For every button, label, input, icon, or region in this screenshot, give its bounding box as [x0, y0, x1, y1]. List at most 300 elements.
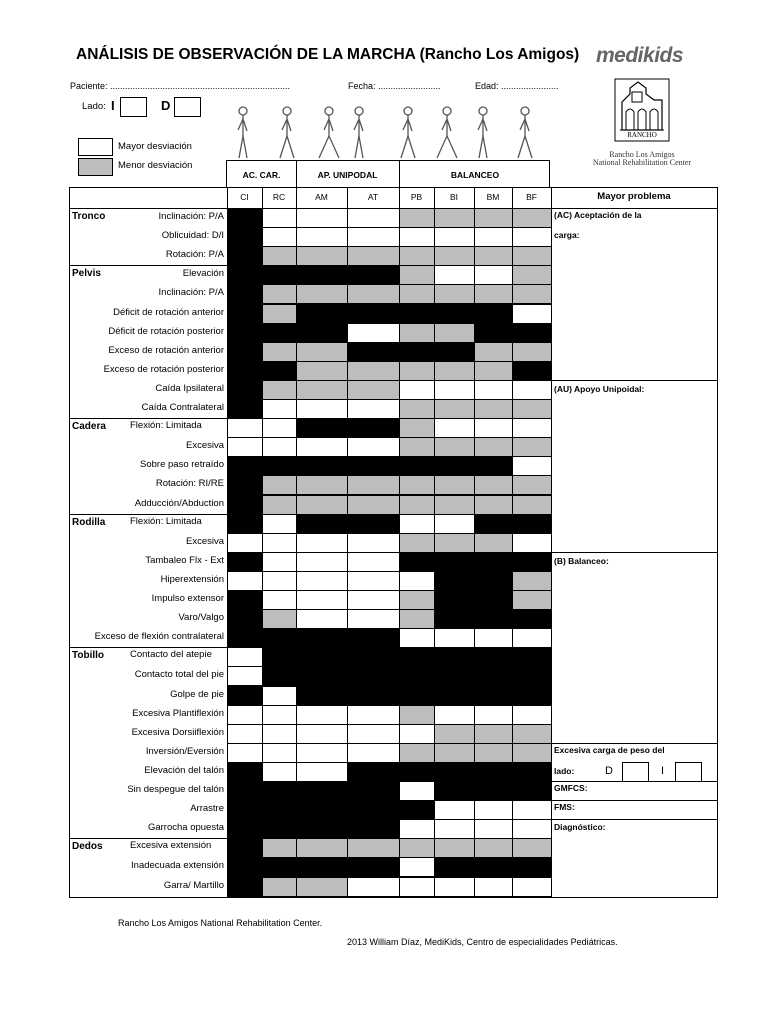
grid-cell-pb[interactable]	[399, 724, 435, 744]
grid-cell-at[interactable]	[347, 246, 400, 266]
grid-cell-ci[interactable]	[227, 304, 263, 324]
grid-cell-bf[interactable]	[512, 743, 552, 763]
lado-d-checkbox[interactable]	[174, 97, 201, 117]
grid-cell-at[interactable]	[347, 456, 400, 476]
grid-cell-pb[interactable]	[399, 609, 435, 629]
grid-cell-am[interactable]	[296, 647, 348, 667]
grid-cell-pb[interactable]	[399, 304, 435, 324]
grid-cell-bi[interactable]	[434, 246, 475, 266]
grid-cell-at[interactable]	[347, 571, 400, 591]
grid-cell-am[interactable]	[296, 819, 348, 839]
grid-cell-pb[interactable]	[399, 781, 435, 801]
grid-cell-bm[interactable]	[474, 628, 513, 648]
grid-cell-am[interactable]	[296, 265, 348, 285]
grid-cell-pb[interactable]	[399, 705, 435, 725]
grid-cell-bi[interactable]	[434, 361, 475, 381]
grid-cell-pb[interactable]	[399, 437, 435, 457]
grid-cell-ci[interactable]	[227, 380, 263, 400]
grid-cell-rc[interactable]	[262, 284, 297, 304]
grid-cell-bf[interactable]	[512, 418, 552, 438]
grid-cell-at[interactable]	[347, 590, 400, 610]
grid-cell-bf[interactable]	[512, 495, 552, 515]
panel-lado-i-label: I	[661, 764, 665, 777]
grid-cell-ci[interactable]	[227, 246, 263, 266]
grid-cell-pb[interactable]	[399, 456, 435, 476]
grid-cell-am[interactable]	[296, 227, 348, 247]
grid-cell-am[interactable]	[296, 514, 348, 534]
grid-cell-bf[interactable]	[512, 571, 552, 591]
grid-cell-at[interactable]	[347, 724, 400, 744]
grid-cell-at[interactable]	[347, 227, 400, 247]
grid-cell-bf[interactable]	[512, 514, 552, 534]
grid-cell-am[interactable]	[296, 456, 348, 476]
grid-cell-bi[interactable]	[434, 514, 475, 534]
grid-cell-at[interactable]	[347, 800, 400, 820]
grid-cell-rc[interactable]	[262, 495, 297, 515]
grid-cell-am[interactable]	[296, 399, 348, 419]
grid-cell-bm[interactable]	[474, 265, 513, 285]
grid-cell-bm[interactable]	[474, 246, 513, 266]
grid-cell-pb[interactable]	[399, 762, 435, 782]
grid-cell-at[interactable]	[347, 628, 400, 648]
grid-cell-bf[interactable]	[512, 686, 552, 706]
grid-cell-bm[interactable]	[474, 877, 513, 897]
grid-cell-bf[interactable]	[512, 399, 552, 419]
grid-cell-rc[interactable]	[262, 705, 297, 725]
grid-cell-bi[interactable]	[434, 437, 475, 457]
grid-cell-pb[interactable]	[399, 246, 435, 266]
grid-cell-am[interactable]	[296, 838, 348, 858]
grid-cell-bm[interactable]	[474, 304, 513, 324]
grid-cell-rc[interactable]	[262, 666, 297, 686]
grid-cell-ci[interactable]	[227, 819, 263, 839]
grid-cell-bm[interactable]	[474, 666, 513, 686]
grid-cell-ci[interactable]	[227, 265, 263, 285]
grid-cell-ci[interactable]	[227, 571, 263, 591]
grid-cell-pb[interactable]	[399, 495, 435, 515]
grid-cell-bf[interactable]	[512, 533, 552, 553]
grid-cell-bm[interactable]	[474, 533, 513, 553]
grid-cell-ci[interactable]	[227, 323, 263, 343]
grid-cell-at[interactable]	[347, 819, 400, 839]
grid-cell-at[interactable]	[347, 514, 400, 534]
grid-cell-rc[interactable]	[262, 246, 297, 266]
grid-cell-am[interactable]	[296, 857, 348, 877]
grid-cell-bi[interactable]	[434, 609, 475, 629]
grid-cell-bi[interactable]	[434, 705, 475, 725]
grid-cell-at[interactable]	[347, 533, 400, 553]
grid-cell-at[interactable]	[347, 762, 400, 782]
grid-cell-am[interactable]	[296, 246, 348, 266]
grid-cell-at[interactable]	[347, 265, 400, 285]
grid-cell-at[interactable]	[347, 437, 400, 457]
grid-cell-bi[interactable]	[434, 877, 475, 897]
grid-cell-am[interactable]	[296, 666, 348, 686]
grid-cell-pb[interactable]	[399, 380, 435, 400]
grid-cell-ci[interactable]	[227, 800, 263, 820]
grid-cell-bf[interactable]	[512, 838, 552, 858]
grid-cell-bf[interactable]	[512, 857, 552, 877]
grid-cell-rc[interactable]	[262, 437, 297, 457]
grid-cell-at[interactable]	[347, 647, 400, 667]
grid-cell-bi[interactable]	[434, 571, 475, 591]
grid-cell-pb[interactable]	[399, 819, 435, 839]
grid-cell-rc[interactable]	[262, 208, 297, 228]
grid-cell-bm[interactable]	[474, 437, 513, 457]
grid-cell-ci[interactable]	[227, 227, 263, 247]
grid-cell-bi[interactable]	[434, 724, 475, 744]
grid-cell-rc[interactable]	[262, 762, 297, 782]
grid-cell-bf[interactable]	[512, 437, 552, 457]
grid-cell-am[interactable]	[296, 762, 348, 782]
grid-cell-bf[interactable]	[512, 781, 552, 801]
grid-cell-ci[interactable]	[227, 609, 263, 629]
grid-cell-bm[interactable]	[474, 361, 513, 381]
grid-cell-pb[interactable]	[399, 552, 435, 572]
grid-cell-at[interactable]	[347, 342, 400, 362]
grid-cell-bf[interactable]	[512, 590, 552, 610]
grid-cell-bf[interactable]	[512, 208, 552, 228]
grid-cell-pb[interactable]	[399, 628, 435, 648]
grid-cell-bi[interactable]	[434, 838, 475, 858]
grid-cell-bm[interactable]	[474, 456, 513, 476]
grid-cell-rc[interactable]	[262, 456, 297, 476]
grid-cell-ci[interactable]	[227, 762, 263, 782]
grid-cell-bf[interactable]	[512, 456, 552, 476]
grid-cell-am[interactable]	[296, 323, 348, 343]
grid-cell-pb[interactable]	[399, 647, 435, 667]
grid-cell-ci[interactable]	[227, 647, 263, 667]
grid-cell-at[interactable]	[347, 552, 400, 572]
grid-cell-bm[interactable]	[474, 838, 513, 858]
grid-cell-bf[interactable]	[512, 762, 552, 782]
grid-cell-bi[interactable]	[434, 323, 475, 343]
grid-cell-rc[interactable]	[262, 533, 297, 553]
grid-cell-bm[interactable]	[474, 590, 513, 610]
grid-cell-bm[interactable]	[474, 686, 513, 706]
grid-cell-ci[interactable]	[227, 456, 263, 476]
grid-cell-ci[interactable]	[227, 686, 263, 706]
grid-cell-bm[interactable]	[474, 724, 513, 744]
grid-cell-rc[interactable]	[262, 686, 297, 706]
grid-cell-rc[interactable]	[262, 724, 297, 744]
grid-cell-rc[interactable]	[262, 265, 297, 285]
grid-cell-bi[interactable]	[434, 533, 475, 553]
grid-cell-bf[interactable]	[512, 666, 552, 686]
grid-cell-at[interactable]	[347, 877, 400, 897]
grid-cell-am[interactable]	[296, 304, 348, 324]
grid-cell-rc[interactable]	[262, 418, 297, 438]
grid-cell-bi[interactable]	[434, 284, 475, 304]
grid-cell-bi[interactable]	[434, 342, 475, 362]
grid-cell-bi[interactable]	[434, 762, 475, 782]
grid-cell-ci[interactable]	[227, 552, 263, 572]
panel-lado-i-checkbox[interactable]	[675, 762, 702, 782]
grid-cell-rc[interactable]	[262, 571, 297, 591]
grid-cell-bf[interactable]	[512, 800, 552, 820]
grid-cell-rc[interactable]	[262, 800, 297, 820]
panel-lado-d-checkbox[interactable]	[622, 762, 649, 782]
grid-cell-rc[interactable]	[262, 877, 297, 897]
grid-cell-bf[interactable]	[512, 552, 552, 572]
grid-cell-am[interactable]	[296, 495, 348, 515]
grid-cell-bm[interactable]	[474, 819, 513, 839]
grid-cell-bf[interactable]	[512, 342, 552, 362]
grid-cell-pb[interactable]	[399, 475, 435, 495]
grid-cell-bi[interactable]	[434, 399, 475, 419]
grid-cell-bi[interactable]	[434, 265, 475, 285]
grid-cell-bf[interactable]	[512, 877, 552, 897]
grid-cell-at[interactable]	[347, 743, 400, 763]
grid-cell-bi[interactable]	[434, 819, 475, 839]
column-header-at: AT	[367, 192, 379, 202]
grid-cell-am[interactable]	[296, 208, 348, 228]
grid-cell-ci[interactable]	[227, 743, 263, 763]
grid-cell-bi[interactable]	[434, 647, 475, 667]
grid-cell-am[interactable]	[296, 800, 348, 820]
grid-cell-ci[interactable]	[227, 705, 263, 725]
grid-cell-am[interactable]	[296, 533, 348, 553]
grid-cell-bm[interactable]	[474, 227, 513, 247]
grid-cell-bi[interactable]	[434, 495, 475, 515]
grid-cell-am[interactable]	[296, 686, 348, 706]
grid-cell-bi[interactable]	[434, 552, 475, 572]
grid-cell-ci[interactable]	[227, 877, 263, 897]
grid-cell-bi[interactable]	[434, 800, 475, 820]
grid-cell-bi[interactable]	[434, 743, 475, 763]
grid-cell-ci[interactable]	[227, 781, 263, 801]
grid-cell-am[interactable]	[296, 571, 348, 591]
grid-cell-bi[interactable]	[434, 686, 475, 706]
grid-cell-rc[interactable]	[262, 399, 297, 419]
grid-cell-pb[interactable]	[399, 800, 435, 820]
grid-cell-at[interactable]	[347, 475, 400, 495]
grid-cell-at[interactable]	[347, 284, 400, 304]
grid-cell-bm[interactable]	[474, 857, 513, 877]
grid-cell-pb[interactable]	[399, 227, 435, 247]
grid-cell-rc[interactable]	[262, 304, 297, 324]
grid-cell-rc[interactable]	[262, 323, 297, 343]
grid-cell-bi[interactable]	[434, 781, 475, 801]
grid-cell-ci[interactable]	[227, 284, 263, 304]
grid-cell-am[interactable]	[296, 705, 348, 725]
grid-cell-at[interactable]	[347, 380, 400, 400]
grid-cell-pb[interactable]	[399, 418, 435, 438]
grid-cell-rc[interactable]	[262, 857, 297, 877]
edad-field[interactable]: Edad: .......................	[475, 81, 559, 91]
grid-cell-pb[interactable]	[399, 284, 435, 304]
grid-cell-at[interactable]	[347, 781, 400, 801]
grid-cell-ci[interactable]	[227, 475, 263, 495]
grid-cell-pb[interactable]	[399, 533, 435, 553]
grid-cell-ci[interactable]	[227, 208, 263, 228]
grid-cell-ci[interactable]	[227, 437, 263, 457]
grid-cell-rc[interactable]	[262, 590, 297, 610]
grid-cell-pb[interactable]	[399, 838, 435, 858]
grid-cell-rc[interactable]	[262, 380, 297, 400]
grid-cell-am[interactable]	[296, 342, 348, 362]
grid-cell-bf[interactable]	[512, 284, 552, 304]
grid-cell-rc[interactable]	[262, 838, 297, 858]
grid-cell-bi[interactable]	[434, 304, 475, 324]
grid-cell-pb[interactable]	[399, 877, 435, 897]
grid-cell-bf[interactable]	[512, 475, 552, 495]
grid-cell-rc[interactable]	[262, 227, 297, 247]
grid-cell-bm[interactable]	[474, 800, 513, 820]
grid-cell-am[interactable]	[296, 437, 348, 457]
grid-cell-pb[interactable]	[399, 399, 435, 419]
grid-cell-ci[interactable]	[227, 495, 263, 515]
grid-cell-bf[interactable]	[512, 361, 552, 381]
grid-cell-pb[interactable]	[399, 323, 435, 343]
grid-cell-bf[interactable]	[512, 705, 552, 725]
grid-cell-bi[interactable]	[434, 857, 475, 877]
grid-cell-bm[interactable]	[474, 705, 513, 725]
grid-cell-pb[interactable]	[399, 342, 435, 362]
grid-cell-am[interactable]	[296, 361, 348, 381]
grid-cell-rc[interactable]	[262, 475, 297, 495]
grid-cell-pb[interactable]	[399, 590, 435, 610]
grid-cell-at[interactable]	[347, 666, 400, 686]
grid-cell-ci[interactable]	[227, 418, 263, 438]
lado-i-checkbox[interactable]	[120, 97, 147, 117]
grid-cell-ci[interactable]	[227, 724, 263, 744]
grid-cell-bi[interactable]	[434, 628, 475, 648]
grid-cell-bm[interactable]	[474, 418, 513, 438]
grid-cell-bi[interactable]	[434, 418, 475, 438]
grid-cell-rc[interactable]	[262, 743, 297, 763]
grid-cell-rc[interactable]	[262, 552, 297, 572]
grid-cell-bm[interactable]	[474, 342, 513, 362]
grid-cell-at[interactable]	[347, 361, 400, 381]
grid-cell-at[interactable]	[347, 304, 400, 324]
grid-cell-bi[interactable]	[434, 380, 475, 400]
grid-cell-bf[interactable]	[512, 628, 552, 648]
grid-cell-pb[interactable]	[399, 686, 435, 706]
grid-cell-pb[interactable]	[399, 743, 435, 763]
section-dedos: Dedos	[72, 841, 103, 853]
grid-cell-bf[interactable]	[512, 647, 552, 667]
grid-cell-am[interactable]	[296, 609, 348, 629]
grid-cell-bm[interactable]	[474, 781, 513, 801]
grid-cell-rc[interactable]	[262, 361, 297, 381]
grid-cell-pb[interactable]	[399, 666, 435, 686]
grid-cell-ci[interactable]	[227, 590, 263, 610]
grid-cell-at[interactable]	[347, 705, 400, 725]
grid-cell-at[interactable]	[347, 208, 400, 228]
grid-cell-bi[interactable]	[434, 208, 475, 228]
grid-cell-ci[interactable]	[227, 361, 263, 381]
grid-cell-bm[interactable]	[474, 571, 513, 591]
grid-cell-bi[interactable]	[434, 456, 475, 476]
grid-cell-am[interactable]	[296, 475, 348, 495]
grid-cell-bm[interactable]	[474, 762, 513, 782]
grid-cell-rc[interactable]	[262, 819, 297, 839]
grid-cell-am[interactable]	[296, 743, 348, 763]
grid-cell-bf[interactable]	[512, 380, 552, 400]
grid-cell-pb[interactable]	[399, 514, 435, 534]
grid-cell-pb[interactable]	[399, 571, 435, 591]
grid-cell-ci[interactable]	[227, 628, 263, 648]
grid-cell-am[interactable]	[296, 284, 348, 304]
grid-cell-at[interactable]	[347, 323, 400, 343]
grid-cell-ci[interactable]	[227, 514, 263, 534]
grid-cell-bf[interactable]	[512, 323, 552, 343]
grid-cell-bf[interactable]	[512, 609, 552, 629]
grid-cell-ci[interactable]	[227, 399, 263, 419]
grid-cell-bi[interactable]	[434, 666, 475, 686]
grid-cell-am[interactable]	[296, 877, 348, 897]
grid-cell-am[interactable]	[296, 590, 348, 610]
grid-cell-at[interactable]	[347, 399, 400, 419]
grid-cell-am[interactable]	[296, 380, 348, 400]
grid-cell-rc[interactable]	[262, 647, 297, 667]
grid-cell-ci[interactable]	[227, 342, 263, 362]
grid-cell-bi[interactable]	[434, 475, 475, 495]
grid-cell-bm[interactable]	[474, 743, 513, 763]
grid-cell-bf[interactable]	[512, 227, 552, 247]
grid-cell-bm[interactable]	[474, 208, 513, 228]
grid-cell-bf[interactable]	[512, 819, 552, 839]
grid-cell-bi[interactable]	[434, 227, 475, 247]
grid-cell-bm[interactable]	[474, 323, 513, 343]
grid-cell-bf[interactable]	[512, 724, 552, 744]
grid-cell-rc[interactable]	[262, 514, 297, 534]
grid-cell-rc[interactable]	[262, 609, 297, 629]
paciente-field[interactable]: Paciente: ........................................................................	[70, 81, 291, 91]
grid-cell-am[interactable]	[296, 418, 348, 438]
grid-cell-am[interactable]	[296, 724, 348, 744]
grid-cell-at[interactable]	[347, 418, 400, 438]
section-divider	[70, 514, 227, 515]
grid-cell-bm[interactable]	[474, 380, 513, 400]
grid-cell-bm[interactable]	[474, 495, 513, 515]
grid-cell-at[interactable]	[347, 495, 400, 515]
grid-cell-ci[interactable]	[227, 666, 263, 686]
grid-cell-bf[interactable]	[512, 265, 552, 285]
grid-cell-pb[interactable]	[399, 361, 435, 381]
grid-cell-bm[interactable]	[474, 609, 513, 629]
grid-cell-rc[interactable]	[262, 628, 297, 648]
fecha-field[interactable]: Fecha: .........................	[348, 81, 441, 91]
grid-cell-bi[interactable]	[434, 590, 475, 610]
grid-cell-bm[interactable]	[474, 647, 513, 667]
grid-cell-ci[interactable]	[227, 838, 263, 858]
grid-cell-bf[interactable]	[512, 304, 552, 324]
grid-cell-at[interactable]	[347, 609, 400, 629]
column-header-bi: BI	[449, 192, 459, 202]
grid-cell-pb[interactable]	[399, 208, 435, 228]
grid-cell-bf[interactable]	[512, 246, 552, 266]
grid-cell-rc[interactable]	[262, 781, 297, 801]
grid-cell-am[interactable]	[296, 552, 348, 572]
grid-cell-at[interactable]	[347, 686, 400, 706]
grid-cell-pb[interactable]	[399, 857, 435, 877]
grid-cell-pb[interactable]	[399, 265, 435, 285]
grid-cell-bm[interactable]	[474, 552, 513, 572]
grid-cell-bm[interactable]	[474, 284, 513, 304]
grid-cell-bm[interactable]	[474, 475, 513, 495]
grid-cell-bm[interactable]	[474, 399, 513, 419]
grid-cell-ci[interactable]	[227, 533, 263, 553]
grid-cell-bm[interactable]	[474, 514, 513, 534]
grid-cell-ci[interactable]	[227, 857, 263, 877]
grid-cell-at[interactable]	[347, 857, 400, 877]
grid-cell-am[interactable]	[296, 781, 348, 801]
grid-cell-rc[interactable]	[262, 342, 297, 362]
grid-cell-am[interactable]	[296, 628, 348, 648]
grid-cell-at[interactable]	[347, 838, 400, 858]
